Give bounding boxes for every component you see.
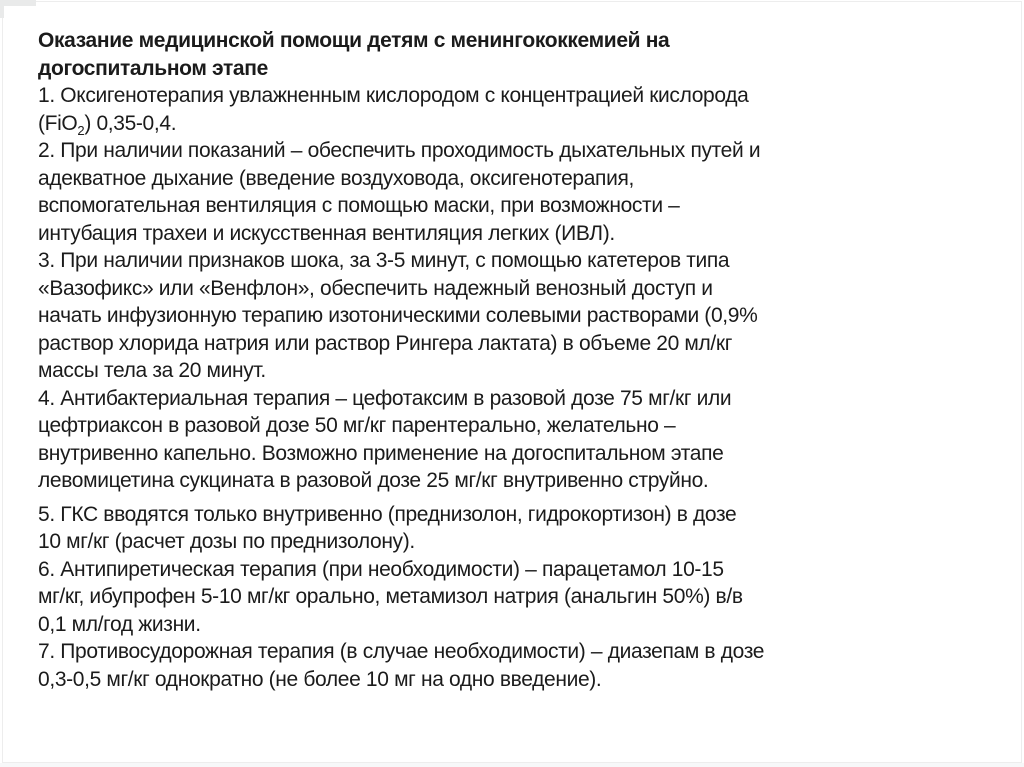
text-line: 7. Противосудорожная терапия (в случае необходимости) – диазепам в дозе: [38, 640, 765, 663]
text-line: цефтриаксон в разовой дозе 50 мг/кг парентерально, желательно –: [38, 414, 676, 437]
text-line: 4. Антибактериальная терапия – цефотаксим в разовой дозе 75 мг/кг или: [38, 386, 732, 410]
text-line: левомицетина сукцината в разовой дозе 25 мг/кг внутривенно струйно.: [38, 469, 709, 492]
bottom-edge-strip: [0, 763, 1024, 767]
text-line: 3. При наличии признаков шока, за 3-5 минут, с помощью катетеров типа: [38, 249, 730, 272]
text-line: раствор хлорида натрия или раствор Рингера лактата) в объеме 20 мл/кг: [38, 331, 733, 355]
text-line: массы тела за 20 минут.: [38, 359, 266, 382]
corner-artifact-vertical: [0, 0, 4, 18]
text-line: 0,1 мл/год жизни.: [38, 612, 201, 636]
text-line: мг/кг, ибупрофен 5-10 мг/кг орально, метамизол натрия (анальгин 50%) в/в: [38, 585, 743, 608]
list-item-1: [38, 82, 998, 137]
text-line: «Вазофикс» или «Венфлон», обеспечить надежный венозный доступ и: [38, 276, 713, 300]
corner-artifact-horizontal: [0, 0, 36, 6]
text-line-fio2: [38, 110, 998, 138]
list-item-7: [38, 638, 998, 693]
list-item-6: [38, 556, 998, 639]
list-item-5: [38, 501, 998, 556]
text-line: адекватное дыхание (введение воздуховода, оксигенотерапия,: [38, 166, 634, 190]
text-line: вспомогательная вентиляция с помощью маски, при возможности –: [38, 194, 680, 217]
text-line: начать инфузионную терапию изотоническими солевыми растворами (0,9%: [38, 304, 758, 327]
text-line: 6. Антипиретическая терапия (при необходимости) – парацетамол 10-15: [38, 557, 724, 581]
text-line: 5. ГКС вводятся только внутривенно (преднизолон, гидрокортизон) в дозе: [38, 502, 737, 526]
title-line: догоспитальном этапе: [38, 56, 268, 80]
fio2-post: ) 0,35-0,4.: [84, 111, 177, 135]
fio2-pre: (FiO: [38, 111, 78, 135]
text-line: 10 мг/кг (расчет дозы по преднизолону).: [38, 530, 415, 553]
title-line: Оказание медицинской помощи детям с менингококкемией на: [38, 29, 670, 52]
text-line: 2. При наличии показаний – обеспечить проходимость дыхательных путей и: [38, 139, 761, 162]
slide-content: [38, 27, 998, 693]
text-line: интубация трахеи и искусственная вентиляция легких (ИВЛ).: [38, 221, 615, 245]
text-line: 0,3-0,5 мг/кг однократно (не более 10 мг на одно введение).: [38, 667, 602, 691]
list-item-3: [38, 247, 998, 385]
text-line: 1. Оксигенотерапия увлажненным кислородом с концентрацией кислорода: [38, 84, 749, 107]
list-item-2: [38, 137, 998, 247]
list-item-4: [38, 385, 998, 495]
slide-title: [38, 27, 998, 82]
text-line: внутривенно капельно. Возможно применение на догоспитальном этапе: [38, 441, 724, 465]
fio2-subscript: 2: [77, 122, 85, 138]
